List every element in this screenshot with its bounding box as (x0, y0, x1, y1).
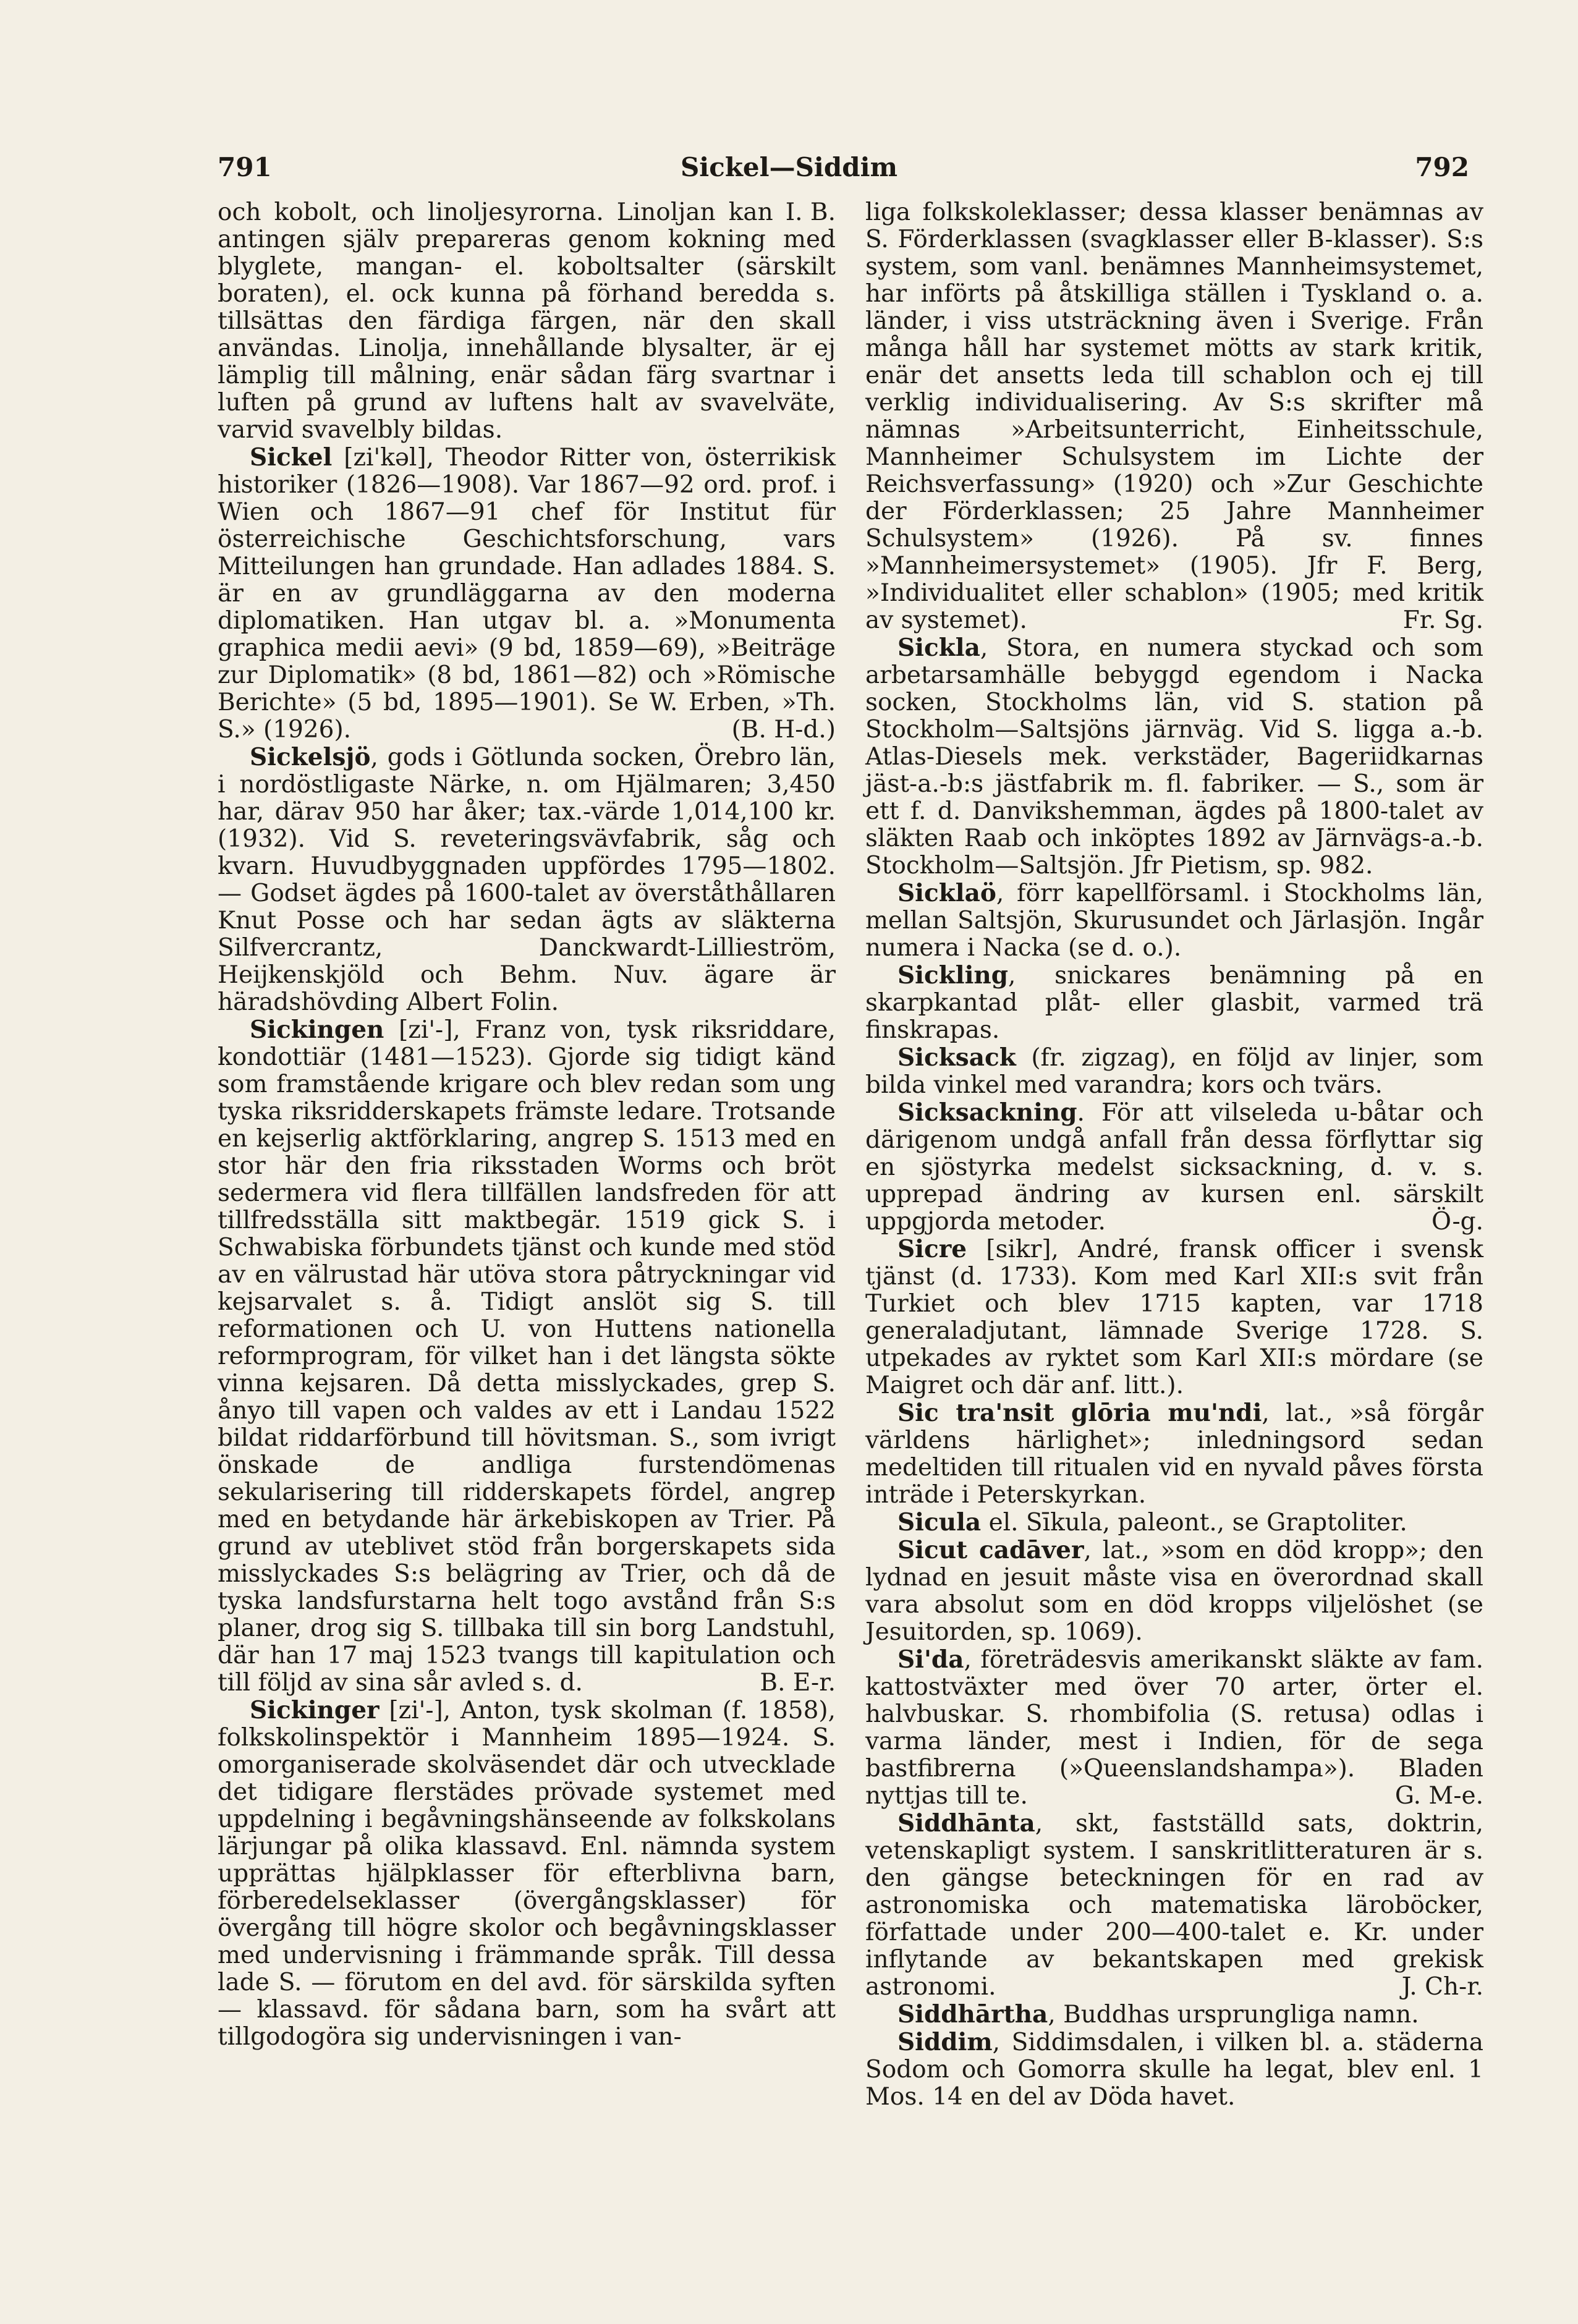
entry-headword: Sickling (897, 961, 1009, 990)
entry-text: , snickares benämning på en skarpkantad plåt- eller glasbit, varmed trä finskrapas. (865, 962, 1483, 1044)
column-left (218, 199, 836, 2051)
entry-text: el. Sīkula, paleont., se Graptoliter. (981, 1509, 1407, 1537)
entry-text: , lat., »så förgår världens härlighet»; inledningsord sedan medeltiden till ritualen vid en nyvald påves första inträde i Peterskyrkan. (865, 1399, 1483, 1509)
column-right (865, 199, 1483, 2111)
entry-signature: Ö-g. (1432, 1208, 1483, 1236)
entry-text: och kobolt, och linoljesyrorna. Linoljan kan antingen själv prepareras genom kokning med blyglete, mangan- el. koboltsalter (särskilt boraten), el. ock kunna på förhand beredda s. tillsättas den färdiga färgen, när den skall användas. Linolja, innehållande blysalter, är ej lämplig till målning, enär sådan färg svartnar i luften på grund av luftens halt av svavelväte, varvid svavelbly bildas. (218, 198, 836, 444)
entry-text: , Buddhas ursprungliga namn. (1048, 2001, 1419, 2029)
entry-headword: Sicklaö (897, 879, 996, 907)
entry (865, 962, 1483, 1044)
page-number-left: 791 (218, 152, 272, 182)
entry-headword: Sickinger (250, 1696, 380, 1724)
entry-signature: G. M-e. (1394, 1782, 1483, 1810)
entry-headword: Sicksack (897, 1043, 1016, 1072)
entry-text: liga folkskoleklasser; dessa klasser benämnas av S. Förderklassen (svagklasser eller B-klasser). S:s system, som vanl. benämnes Mannheimsystemet, har införts på åtskilliga ställen i Tyskland o. a. länder, i viss utsträckning även i Sverige. Från många håll har systemet mötts av stark kritik, enär det ansetts leda till schablon och ej till verklig individualisering. Av S:s skrifter må nämnas »Arbeitsunterricht, Einheitsschule, Mannheimer Schulsystem im Lichte der Reichsverfassung» (1920) och »Zur Geschichte der Förderklassen; 25 Jahre Mannheimer Schulsystem» (1926). På sv. finnes »Mannheimersystemet» (1905). Jfr F. Berg, »Individualitet eller schablon» (1905; med kritik av systemet). (865, 198, 1483, 634)
entry-text: [zi'-], Franz von, tysk riksriddare, kondottiär (1481—1523). Gjorde sig tidigt känd som framstående krigare och blev redan som ung tyska riksridderskapets främste ledare. Trotsande en kejserlig aktförklaring, angrep S. 1513 med en stor här den fria riksstaden Worms och bröt sedermera vid flera tillfällen landsfreden för att tillfredsställa sitt maktbegär. 1519 gick S. i Schwabiska förbundets tjänst och kunde med stöd av en välrustad här utöva stora påtryckningar vid kejsarvalet s. å. Tidigt anslöt sig S. till reformationen och U. von Huttens nationella reformprogram, för vilket han i det längsta sökte vinna kejsaren. Då detta misslyckades, grep S. ånyo till vapen och valdes av ett i Landau 1522 bildat riddarförbund till hövitsman. S., som ivrigt önskade de andliga furstendömenas sekularisering till ridderskapets fördel, angrep med en betydande här ärkebiskopen av Trier. På grund av uteblivet stöd från borgerskapets sida misslyckades S:s belägring av Trier, och då de tyska landsfurstarna helt togo avstånd från S:s planer, drog sig S. tillbaka till sin borg Landstuhl, där han 17 maj 1523 tvangs till kapitulation och till följd av sina sår avled s. d. (218, 1016, 836, 1697)
running-head: Sickel—Siddim (680, 152, 898, 182)
entry (865, 1537, 1483, 1646)
entry-text: , förr kapellförsaml. i Stockholms län, mellan Saltsjön, Skurusundet och Järlasjön. Ingår numera i Nacka (se d. o.). (865, 880, 1483, 962)
entry-signature: Fr. Sg. (1402, 606, 1483, 634)
entry-headword: Siddhārtha (897, 2000, 1048, 2029)
entry-headword: Siddhānta (897, 1809, 1035, 1838)
entry-headword: Siddim (897, 2028, 993, 2056)
entry (865, 1099, 1483, 1236)
entry (865, 2029, 1483, 2111)
entry (218, 744, 836, 1016)
entry (865, 634, 1483, 880)
page-number-right: 792 (1415, 152, 1469, 182)
entry (865, 1399, 1483, 1509)
entry-signature: (B. H-d.) (731, 716, 836, 744)
entry-text: . För att vilseleda u-båtar och därigenom undgå anfall från dessa förflyttar sig en sjöstyrka medelst sicksackning, d. v. s. upprepad ändring av kursen enl. särskilt uppgjorda metoder. (865, 1099, 1483, 1236)
entry-headword: Sickel (250, 443, 333, 472)
entry-headword: Sickla (897, 634, 980, 662)
entry (218, 199, 836, 444)
entry (865, 1646, 1483, 1810)
entry (218, 1697, 836, 2051)
entry-signature: J. Ch-r. (1401, 1973, 1483, 2001)
entry (865, 1509, 1483, 1537)
entry-headword: Sicre (897, 1235, 967, 1263)
entry (865, 880, 1483, 962)
entry-signature: I. B. (785, 198, 836, 226)
entry-headword: Si'da (897, 1645, 964, 1674)
entry (865, 1236, 1483, 1399)
entry-text: , skt, fastställd sats, doktrin, vetenskapligt system. I sanskritlitteraturen är s. den gängse beteckningen för en rad av astronomiska och matematiska läroböcker, författade under 200—400-talet e. Kr. under inflytande av bekantskapen med grekisk astronomi. (865, 1810, 1483, 2001)
entry (865, 199, 1483, 634)
entry (218, 444, 836, 744)
entry-text: , Siddimsdalen, i vilken bl. a. städerna Sodom och Gomorra skulle ha legat, blev enl. 1 Mos. 14 en del av Döda havet. (865, 2029, 1483, 2111)
entry-text: , gods i Götlunda socken, Örebro län, i nordöstligaste Närke, n. om Hjälmaren; 3,450 har, därav 950 har åker; tax.-värde 1,014,100 kr. (1932). Vid S. reveteringsvävfabrik, såg och kvarn. Huvudbyggnaden uppfördes 1795—1802. — Godset ägdes på 1600-talet av överståthållaren Knut Posse och har sedan ägts av släkterna Silfvercrantz, Danckwardt-Lillieström, Heijkenskjöld och Behm. Nuv. ägare är häradshövding Albert Folin. (218, 744, 836, 1016)
entry-headword: Sicut cadāver (897, 1536, 1084, 1564)
entry-text: , lat., »som en död kropp»; den lydnad en jesuit måste visa en överordnad skall vara absolut som en död kropps viljelöshet (se Jesuitorden, sp. 1069). (865, 1537, 1483, 1646)
entry (218, 1016, 836, 1697)
entry-headword: Sickingen (250, 1016, 384, 1044)
entry-text: , företrädesvis amerikanskt släkte av fam. kattostväxter med över 70 arter, örter el. halvbuskar. S. rhombifolia (S. retusa) odlas i varma länder, mest i Indien, för de sega bastfibrerna (»Queenslandshampa»). Bladen nyttjas till te. (865, 1646, 1483, 1810)
entry-signature: B. E-r. (760, 1669, 836, 1697)
entry-headword: Sicula (897, 1508, 982, 1537)
entry-text: , Stora, en numera styckad och som arbetarsamhälle bebyggd egendom i Nacka socken, Stockholms län, vid S. station på Stockholm—Saltsjöns järnväg. Vid S. ligga a.-b. Atlas-Diesels mek. verkstäder, Bageriidkarnas jäst-a.-b:s jästfabrik m. fl. fabriker. — S., som är ett f. d. Danvikshemman, ägdes på 1800-talet av släkten Raab och inköptes 1892 av Järnvägs-a.-b. Stockholm—Saltsjön. Jfr Pietism, sp. 982. (865, 634, 1483, 880)
entry-headword: Sickelsjö (250, 743, 371, 771)
entry (865, 1044, 1483, 1099)
entry-text: (fr. zigzag), en följd av linjer, som bilda vinkel med varandra; kors och tvärs. (865, 1044, 1483, 1099)
entry-headword: Sicksackning (897, 1098, 1077, 1127)
entry-headword: Sic tra'nsit glōria mu'ndi (897, 1399, 1262, 1427)
entry-text: [sikr], André, fransk officer i svensk tjänst (d. 1733). Kom med Karl XII:s svit från Turkiet och blev 1715 kapten, var 1718 generaladjutant, lämnade Sverige 1728. S. utpekades av ryktet som Karl XII:s mördare (se Maigret och där anf. litt.). (865, 1236, 1483, 1399)
entry-text: [zi'-], Anton, tysk skolman (f. 1858), folkskolinspektör i Mannheim 1895—1924. S. omorganiserade skolväsendet där och utvecklade det tidigare flerstädes prövade systemet med uppdelning i begåvningshänseende av folkskolans lärjungar på olika klassavd. Enl. nämnda system upprättas hjälpklasser för efterblivna barn, förberedelseklasser (övergångsklasser) för övergång till högre skolor och begåvningsklasser med undervisning i främmande språk. Till dessa lade S. — förutom en del avd. för särskilda syften — klassavd. för sådana barn, som ha svårt att tillgodogöra sig undervisningen i van- (218, 1697, 836, 2051)
entry-text: [zi'kəl], Theodor Ritter von, österrikisk historiker (1826—1908). Var 1867—92 ord. prof. i Wien och 1867—91 chef för Institut für österreichische Geschichtsforschung, vars Mitteilungen han grundade. Han adlades 1884. S. är en av grundläggarna av den moderna diplomatiken. Han utgav bl. a. »Monumenta graphica medii aevi» (9 bd, 1859—69), »Beiträge zur Diplomatik» (8 bd, 1861—82) och »Römische Berichte» (5 bd, 1895—1901). Se W. Erben, »Th. S.» (1926). (218, 444, 836, 744)
entry (865, 1810, 1483, 2001)
entry (865, 2001, 1483, 2029)
